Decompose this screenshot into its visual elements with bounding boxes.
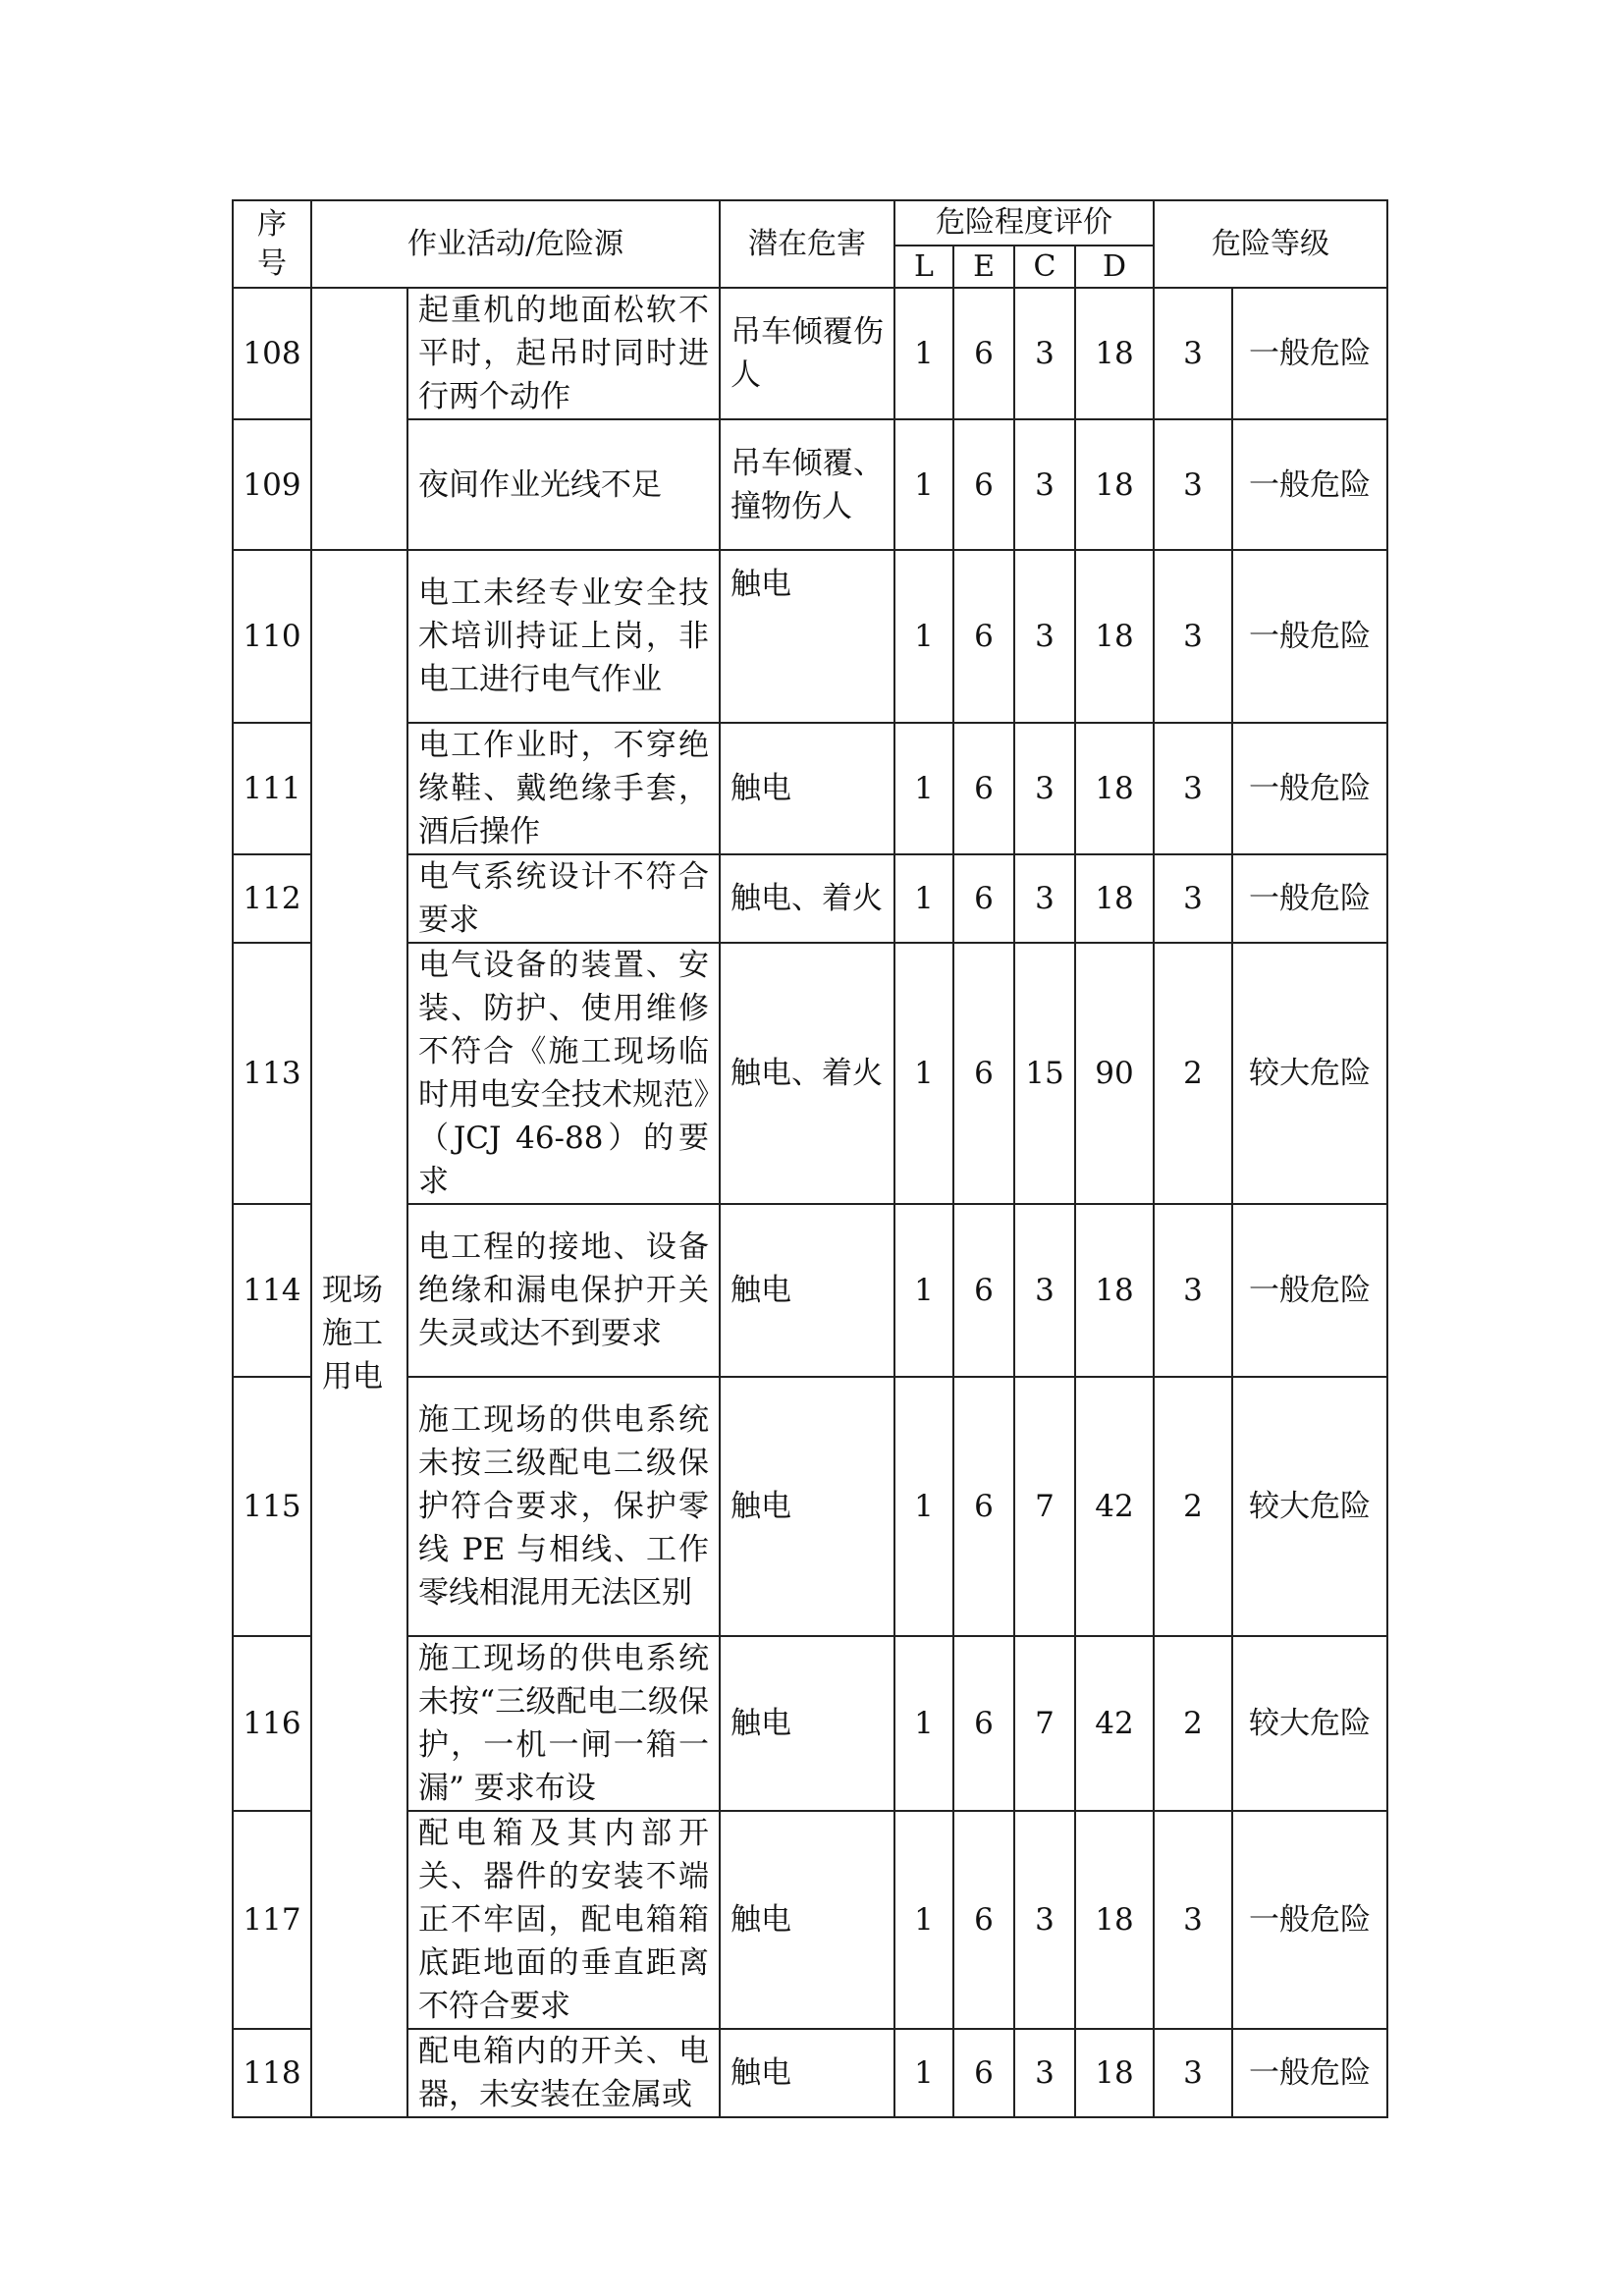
value-e: 6 [953, 550, 1014, 723]
risk-level: 一般危险 [1232, 550, 1387, 723]
header-activity: 作业活动/危险源 [311, 200, 720, 288]
header-row-1 [233, 200, 1387, 246]
value-e: 6 [953, 723, 1014, 854]
value-d: 42 [1075, 1636, 1154, 1811]
value-e: 6 [953, 1811, 1014, 2029]
value-l: 1 [894, 419, 953, 550]
value-d: 18 [1075, 854, 1154, 943]
header-eval: 危险程度评价 [894, 200, 1154, 246]
grade-value: 3 [1154, 550, 1232, 723]
value-e: 6 [953, 854, 1014, 943]
value-l: 1 [894, 943, 953, 1204]
value-d: 18 [1075, 288, 1154, 419]
value-c: 3 [1014, 550, 1075, 723]
hazard-source: 电气系统设计不符合要求 [407, 854, 720, 943]
risk-level: 一般危险 [1232, 288, 1387, 419]
value-l: 1 [894, 723, 953, 854]
potential-hazard: 触电 [720, 550, 894, 723]
hazard-source: 电工程的接地、设备绝缘和漏电保护开关失灵或达不到要求 [407, 1204, 720, 1377]
grade-value: 3 [1154, 1811, 1232, 2029]
risk-level: 较大危险 [1232, 943, 1387, 1204]
row-number: 114 [233, 1204, 311, 1377]
row-number: 112 [233, 854, 311, 943]
value-c: 3 [1014, 1204, 1075, 1377]
value-c: 3 [1014, 288, 1075, 419]
row-number: 117 [233, 1811, 311, 2029]
category-cell-empty [311, 288, 407, 550]
potential-hazard: 触电 [720, 2029, 894, 2117]
potential-hazard: 吊车倾覆伤人 [720, 288, 894, 419]
row-number: 118 [233, 2029, 311, 2117]
value-e: 6 [953, 1204, 1014, 1377]
potential-hazard: 触电 [720, 723, 894, 854]
row-number: 111 [233, 723, 311, 854]
value-l: 1 [894, 1636, 953, 1811]
header-l: L [894, 246, 953, 288]
value-d: 18 [1075, 2029, 1154, 2117]
hazard-source: 施工现场的供电系统未按三级配电二级保护符合要求，保护零线 PE 与相线、工作零线相混用无法区别 [407, 1377, 720, 1636]
table-row [233, 550, 1387, 723]
value-l: 1 [894, 854, 953, 943]
potential-hazard: 触电 [720, 1811, 894, 2029]
row-number: 116 [233, 1636, 311, 1811]
header-e: E [953, 246, 1014, 288]
hazard-source: 配电箱内的开关、电器，未安装在金属或 [407, 2029, 720, 2117]
grade-value: 3 [1154, 854, 1232, 943]
value-c: 3 [1014, 854, 1075, 943]
risk-level: 一般危险 [1232, 419, 1387, 550]
row-number: 110 [233, 550, 311, 723]
risk-level: 较大危险 [1232, 1377, 1387, 1636]
value-l: 1 [894, 1204, 953, 1377]
risk-level: 一般危险 [1232, 1811, 1387, 2029]
grade-value: 2 [1154, 1636, 1232, 1811]
risk-level: 较大危险 [1232, 1636, 1387, 1811]
value-e: 6 [953, 419, 1014, 550]
value-d: 42 [1075, 1377, 1154, 1636]
value-c: 3 [1014, 723, 1075, 854]
grade-value: 3 [1154, 419, 1232, 550]
header-c: C [1014, 246, 1075, 288]
row-number: 108 [233, 288, 311, 419]
potential-hazard: 吊车倾覆、撞物伤人 [720, 419, 894, 550]
risk-level: 一般危险 [1232, 854, 1387, 943]
value-d: 18 [1075, 419, 1154, 550]
value-d: 18 [1075, 550, 1154, 723]
header-level: 危险等级 [1154, 200, 1387, 288]
risk-level: 一般危险 [1232, 1204, 1387, 1377]
hazard-source: 配电箱及其内部开关、器件的安装不端正不牢固，配电箱箱底距地面的垂直距离不符合要求 [407, 1811, 720, 2029]
hazard-source: 电工未经专业安全技术培训持证上岗，非电工进行电气作业 [407, 550, 720, 723]
row-number: 113 [233, 943, 311, 1204]
value-l: 1 [894, 1811, 953, 2029]
value-e: 6 [953, 1377, 1014, 1636]
value-c: 3 [1014, 419, 1075, 550]
grade-value: 3 [1154, 723, 1232, 854]
value-l: 1 [894, 288, 953, 419]
hazard-source: 电气设备的装置、安装、防护、使用维修不符合《施工现场临时用电安全技术规范》（JCJ 46-88）的要求 [407, 943, 720, 1204]
value-e: 6 [953, 1636, 1014, 1811]
value-e: 6 [953, 2029, 1014, 2117]
risk-level: 一般危险 [1232, 723, 1387, 854]
value-l: 1 [894, 550, 953, 723]
potential-hazard: 触电 [720, 1377, 894, 1636]
value-l: 1 [894, 2029, 953, 2117]
value-c: 7 [1014, 1377, 1075, 1636]
value-d: 18 [1075, 1811, 1154, 2029]
grade-value: 3 [1154, 2029, 1232, 2117]
row-number: 115 [233, 1377, 311, 1636]
header-seq: 序号 [233, 200, 311, 288]
value-d: 18 [1075, 723, 1154, 854]
category-label: 现场施工用电 [311, 550, 407, 2117]
hazard-assessment-table [232, 199, 1388, 2118]
value-d: 90 [1075, 943, 1154, 1204]
value-c: 7 [1014, 1636, 1075, 1811]
row-number: 109 [233, 419, 311, 550]
potential-hazard: 触电、着火 [720, 854, 894, 943]
value-c: 3 [1014, 2029, 1075, 2117]
potential-hazard: 触电 [720, 1636, 894, 1811]
grade-value: 2 [1154, 1377, 1232, 1636]
grade-value: 2 [1154, 943, 1232, 1204]
potential-hazard: 触电 [720, 1204, 894, 1377]
value-e: 6 [953, 288, 1014, 419]
hazard-source: 电工作业时，不穿绝缘鞋、戴绝缘手套，酒后操作 [407, 723, 720, 854]
grade-value: 3 [1154, 1204, 1232, 1377]
risk-level: 一般危险 [1232, 2029, 1387, 2117]
value-c: 3 [1014, 1811, 1075, 2029]
header-d: D [1075, 246, 1154, 288]
value-c: 15 [1014, 943, 1075, 1204]
table-row [233, 288, 1387, 419]
hazard-source: 夜间作业光线不足 [407, 419, 720, 550]
hazard-source: 起重机的地面松软不平时，起吊时同时进行两个动作 [407, 288, 720, 419]
hazard-source: 施工现场的供电系统未按“三级配电二级保护，一机一闸一箱一漏” 要求布设 [407, 1636, 720, 1811]
value-d: 18 [1075, 1204, 1154, 1377]
value-e: 6 [953, 943, 1014, 1204]
value-l: 1 [894, 1377, 953, 1636]
potential-hazard: 触电、着火 [720, 943, 894, 1204]
header-hazard: 潜在危害 [720, 200, 894, 288]
grade-value: 3 [1154, 288, 1232, 419]
